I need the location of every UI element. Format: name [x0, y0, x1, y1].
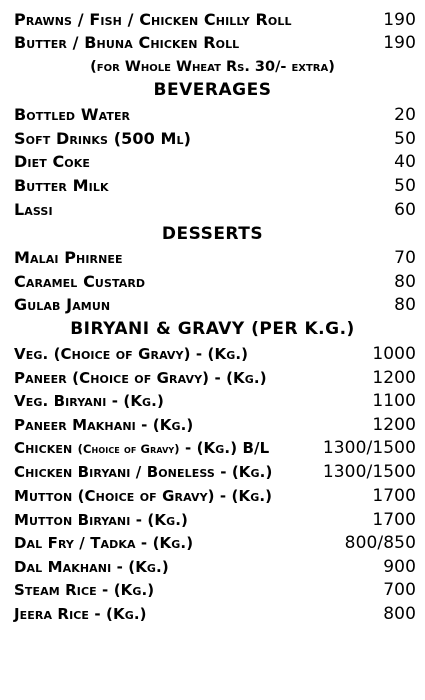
item-price: 40	[394, 152, 416, 172]
item-name: Paneer (Choice of Gravy) - (Kg.)	[14, 369, 267, 387]
item-name: Malai Phirnee	[14, 248, 123, 267]
item-name: Dal Makhani - (Kg.)	[14, 558, 169, 576]
menu-item	[0, 31, 425, 55]
menu-item	[0, 555, 425, 579]
menu-item	[0, 8, 425, 32]
menu-item	[0, 270, 425, 294]
menu-item	[0, 198, 425, 222]
item-name: Caramel Custard	[14, 272, 146, 291]
item-price: 50	[394, 176, 416, 196]
item-name: Lassi	[14, 200, 53, 219]
menu-item	[0, 531, 425, 555]
item-price: 190	[383, 10, 416, 30]
item-price: 1200	[372, 368, 416, 388]
item-price: 80	[394, 272, 416, 292]
menu-item	[0, 436, 425, 460]
menu-item	[0, 460, 425, 484]
menu-item	[0, 127, 425, 151]
item-name: Paneer Makhani - (Kg.)	[14, 416, 194, 434]
item-name: Prawns / Fish / Chicken Chilly Roll	[14, 10, 292, 29]
menu-item	[0, 293, 425, 317]
item-name: Butter / Bhuna Chicken Roll	[14, 33, 240, 52]
item-price: 1100	[372, 391, 416, 411]
menu-item	[0, 389, 425, 413]
item-price: 1700	[372, 486, 416, 506]
item-name: Mutton (Choice of Gravy) - (Kg.)	[14, 487, 273, 505]
item-name: Gulab Jamun	[14, 295, 111, 314]
item-price: 1700	[372, 510, 416, 530]
item-name-small-part: (Choice of Gravy)	[77, 442, 180, 456]
item-name: Soft Drinks (500 Ml)	[14, 129, 192, 148]
item-price: 1300/1500	[322, 438, 416, 458]
item-name: Diet Coke	[14, 152, 90, 171]
item-price: 1200	[372, 415, 416, 435]
item-name: Veg. Biryani - (Kg.)	[14, 392, 164, 410]
item-price: 80	[394, 295, 416, 315]
menu-item	[0, 602, 425, 626]
menu-item	[0, 150, 425, 174]
item-price: 1000	[372, 344, 416, 364]
item-price: 700	[383, 580, 416, 600]
menu-item	[0, 508, 425, 532]
section-heading-beverages: BEVERAGES	[153, 80, 272, 100]
item-name-part: Chicken	[14, 439, 78, 457]
menu-item	[0, 342, 425, 366]
item-name	[14, 436, 269, 461]
item-name: Mutton Biryani - (Kg.)	[14, 511, 188, 529]
item-name: Bottled Water	[14, 105, 131, 124]
item-price: 190	[383, 33, 416, 53]
section-heading-biryani: BIRYANI & GRAVY (PER K.G.)	[70, 319, 355, 339]
item-name: Jeera Rice - (Kg.)	[14, 605, 147, 623]
section-heading-desserts: DESSERTS	[161, 224, 264, 244]
item-name: Dal Fry / Tadka - (Kg.)	[14, 534, 194, 552]
menu-item	[0, 246, 425, 270]
menu-item	[0, 484, 425, 508]
menu-item	[0, 366, 425, 390]
menu-item	[0, 174, 425, 198]
item-price: 800	[383, 604, 416, 624]
item-name: Butter Milk	[14, 176, 109, 195]
item-price: 70	[394, 248, 416, 268]
menu-item	[0, 578, 425, 602]
item-name-part: - (Kg.) B/L	[179, 439, 270, 457]
item-price: 900	[383, 557, 416, 577]
menu-item	[0, 413, 425, 437]
item-name: Steam Rice - (Kg.)	[14, 581, 155, 599]
item-price: 50	[394, 129, 416, 149]
item-name: Veg. (Choice of Gravy) - (Kg.)	[14, 345, 249, 363]
menu-item	[0, 103, 425, 127]
item-name: Chicken Biryani / Boneless - (Kg.)	[14, 463, 273, 481]
item-price: 1300/1500	[322, 462, 416, 482]
item-price: 800/850	[344, 533, 416, 553]
whole-wheat-note: (for Whole Wheat Rs. 30/- extra)	[90, 59, 335, 75]
item-price: 60	[394, 200, 416, 220]
item-price: 20	[394, 105, 416, 125]
